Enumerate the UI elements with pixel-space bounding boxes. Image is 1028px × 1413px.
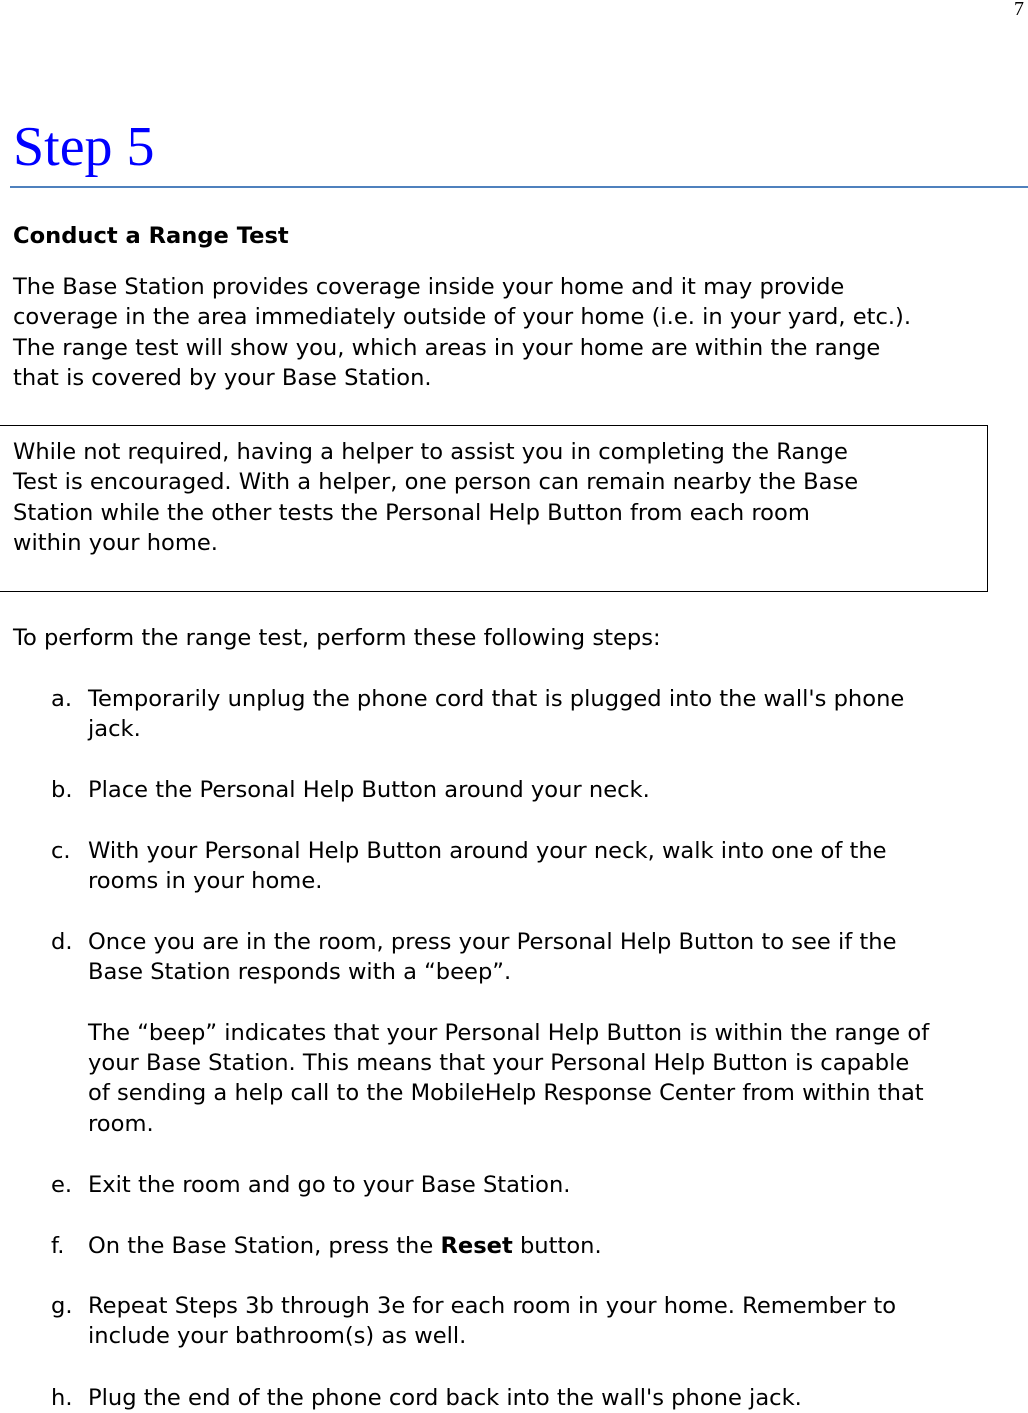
title-divider xyxy=(10,186,1028,188)
text-line: room. xyxy=(88,1110,154,1137)
text-line: rooms in your home. xyxy=(88,868,323,895)
step-label: g. xyxy=(51,1293,73,1319)
step-label: b. xyxy=(51,777,73,803)
text-line: The range test will show you, which areas in your home are within the range xyxy=(13,334,881,361)
text-line: your Base Station. This means that your Personal Help Button is capable xyxy=(88,1050,910,1077)
text-line: Temporarily unplug the phone cord that is plugged into the wall's phone xyxy=(88,686,905,712)
step-label: c. xyxy=(51,838,71,864)
text-line: Exit the room and go to your Base Station. xyxy=(88,1172,571,1198)
text-segment: On the Base Station, press the xyxy=(88,1233,441,1259)
text-line: While not required, having a helper to assist you in completing the Range xyxy=(13,439,848,465)
text-line: that is covered by your Base Station. xyxy=(13,364,432,391)
text-line: Once you are in the room, press your Personal Help Button to see if the xyxy=(88,929,897,955)
text-line: Place the Personal Help Button around your neck. xyxy=(88,777,650,803)
reset-button-name: Reset xyxy=(440,1233,513,1259)
step-label: e. xyxy=(51,1172,73,1198)
note-text xyxy=(13,437,858,558)
text-line: Base Station responds with a “beep”. xyxy=(88,959,512,986)
text-line: Station while the other tests the Personal Help Button from each room xyxy=(13,499,810,526)
text-line: Repeat Steps 3b through 3e for each room in your home. Remember to xyxy=(88,1293,897,1319)
text-line: Plug the end of the phone cord back into the wall's phone jack. xyxy=(88,1385,802,1411)
text-line: within your home. xyxy=(13,529,218,556)
text-line: The “beep” indicates that your Personal Help Button is within the range of xyxy=(88,1019,930,1046)
page-title: Step 5 xyxy=(13,116,155,178)
step-label: d. xyxy=(51,929,73,955)
page-number: 7 xyxy=(1014,0,1024,20)
text-line: Test is encouraged. With a helper, one person can remain nearby the Base xyxy=(13,469,859,496)
step-label: f. xyxy=(51,1233,65,1259)
text-line: coverage in the area immediately outside of your home (i.e. in your yard, etc.). xyxy=(13,304,912,331)
section-heading: Conduct a Range Test xyxy=(13,223,289,249)
text-segment: button. xyxy=(512,1233,602,1259)
step-label: a. xyxy=(51,686,73,712)
text-line: With your Personal Help Button around your neck, walk into one of the xyxy=(88,838,887,864)
intro-paragraph xyxy=(13,272,911,393)
steps-intro: To perform the range test, perform these following steps: xyxy=(13,625,661,651)
text-line: of sending a help call to the MobileHelp Response Center from within that xyxy=(88,1080,924,1107)
step-label: h. xyxy=(51,1385,73,1411)
text-line: include your bathroom(s) as well. xyxy=(88,1323,467,1350)
text-line xyxy=(88,1231,602,1261)
text-line: The Base Station provides coverage inside your home and it may provide xyxy=(13,274,845,300)
text-line: jack. xyxy=(88,716,141,743)
